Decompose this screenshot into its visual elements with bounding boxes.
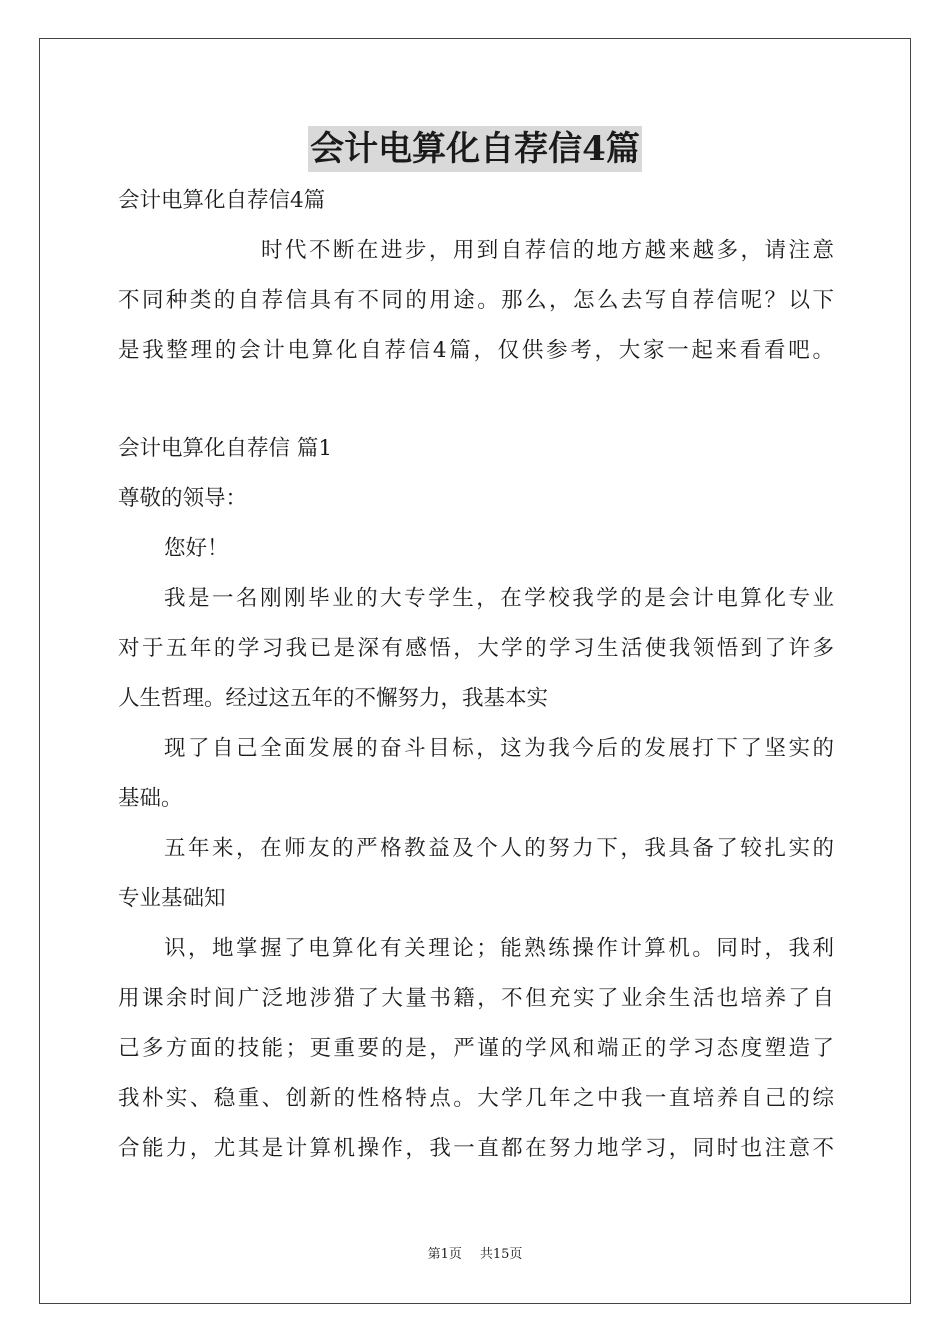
page-number: 第1页 bbox=[427, 1247, 462, 1262]
body-line-2: 对于五年的学习我已是深有感悟，大学的学习生活使我领悟到了许多 bbox=[118, 636, 834, 661]
document-body bbox=[118, 176, 834, 1174]
title-block bbox=[0, 126, 950, 172]
greeting: 您好！ bbox=[164, 536, 229, 561]
body-line-1: 我是一名刚刚毕业的大专学生，在学校我学的是会计电算化专业 bbox=[164, 586, 834, 611]
salutation: 尊敬的领导： bbox=[118, 486, 248, 511]
subtitle: 会计电算化自荐信4篇 bbox=[118, 188, 326, 213]
body-line-6: 五年来，在师友的严格教益及个人的努力下，我具备了较扎实的 bbox=[164, 836, 834, 861]
body-line-11: 我朴实、稳重、创新的性格特点。大学几年之中我一直培养自己的综 bbox=[118, 1086, 834, 1111]
blank-line bbox=[118, 376, 834, 424]
document-title: 会计电算化自荐信4篇 bbox=[308, 126, 642, 172]
body-line-3: 人生哲理。经过这五年的不懈努力，我基本实 bbox=[118, 686, 549, 711]
body-line-5: 基础。 bbox=[118, 786, 183, 811]
body-line-4: 现了自己全面发展的奋斗目标，这为我今后的发展打下了坚实的 bbox=[164, 736, 834, 761]
intro-line-3: 是我整理的会计电算化自荐信4篇，仅供参考，大家一起来看看吧。 bbox=[118, 338, 834, 363]
body-line-8: 识，地掌握了电算化有关理论；能熟练操作计算机。同时，我利 bbox=[164, 936, 834, 961]
body-line-10: 己多方面的技能；更重要的是，严谨的学风和端正的学习态度塑造了 bbox=[118, 1036, 834, 1061]
body-line-9: 用课余时间广泛地涉猎了大量书籍，不但充实了业余生活也培养了自 bbox=[118, 986, 834, 1011]
body-line-12: 合能力，尤其是计算机操作，我一直都在努力地学习，同时也注意不 bbox=[118, 1136, 834, 1161]
body-line-7: 专业基础知 bbox=[118, 886, 226, 911]
page-footer bbox=[0, 1245, 950, 1265]
total-pages: 共15页 bbox=[479, 1247, 523, 1262]
intro-line-1: 时代不断在进步，用到自荐信的地方越来越多，请注意 bbox=[261, 238, 834, 263]
section-heading: 会计电算化自荐信 篇1 bbox=[118, 436, 333, 461]
intro-line-2: 不同种类的自荐信具有不同的用途。那么，怎么去写自荐信呢？以下 bbox=[118, 288, 834, 313]
